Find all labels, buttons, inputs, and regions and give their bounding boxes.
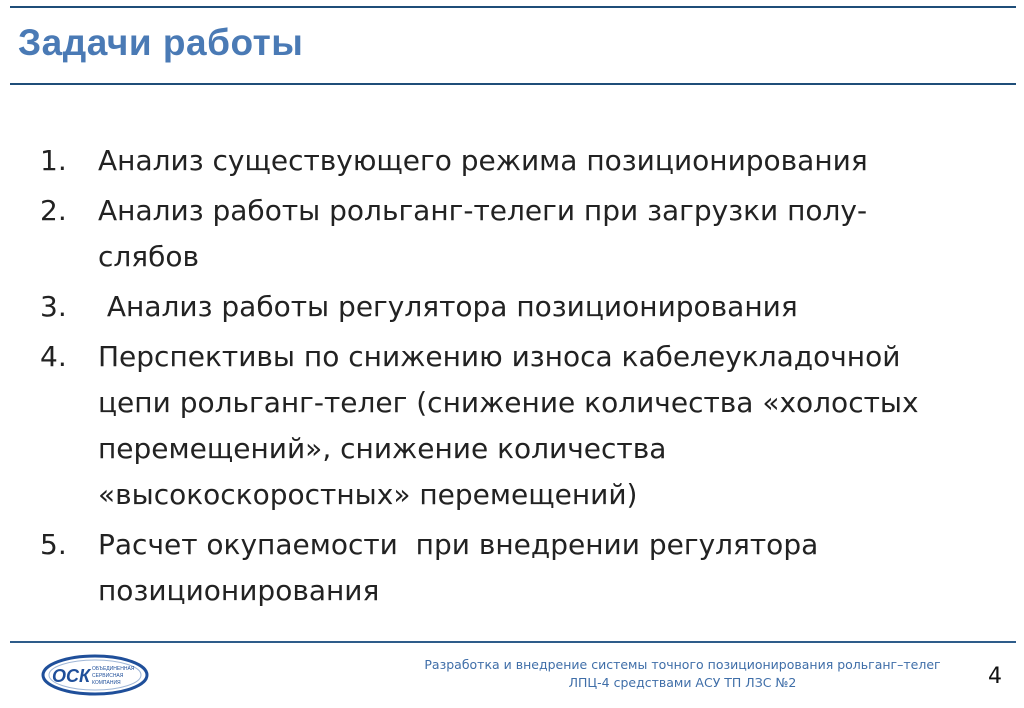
logo-line-1: ОБЪЕДИНЕННАЯ — [92, 666, 135, 672]
item-number: 3. — [40, 290, 67, 323]
item-number: 2. — [40, 194, 67, 227]
logo-line-2: СЕРВИСНАЯ — [92, 673, 124, 679]
slide-title: Задачи работы — [18, 22, 304, 63]
osk-logo — [40, 651, 150, 697]
list-item — [40, 188, 980, 280]
list-item — [40, 138, 980, 184]
footer-caption — [405, 656, 960, 692]
top-rule — [10, 6, 1016, 8]
list-item — [40, 334, 980, 518]
list-item — [40, 522, 980, 614]
logo-abbr: ОСК — [52, 666, 91, 686]
item-text: Анализ работы регулятора позиционирования — [98, 290, 798, 323]
task-list — [40, 138, 980, 618]
item-text: Расчет окупаемости при внедрении регулятора позиционирования — [98, 528, 819, 607]
footer-line-2: ЛПЦ-4 средствами АСУ ТП ЛЗС №2 — [568, 675, 797, 690]
item-number: 1. — [40, 144, 67, 177]
item-text: Анализ существующего режима позиционирования — [98, 144, 868, 177]
page-number: 4 — [988, 664, 1002, 689]
item-number: 4. — [40, 340, 67, 373]
title-rule — [10, 83, 1016, 85]
list-item — [40, 284, 980, 330]
item-text: Анализ работы рольганг-телеги при загрузки полу- слябов — [98, 194, 868, 273]
logo-line-3: КОМПАНИЯ — [92, 680, 121, 686]
item-number: 5. — [40, 528, 67, 561]
footer-rule — [10, 641, 1016, 643]
item-text: Перспективы по снижению износа кабелеукладочной цепи рольганг-телег (снижение количества «холостых перемещений», снижение количества «высокоскоростных» перемещений) — [98, 340, 919, 511]
footer-line-1: Разработка и внедрение системы точного позиционирования рольганг–телег — [424, 657, 941, 672]
